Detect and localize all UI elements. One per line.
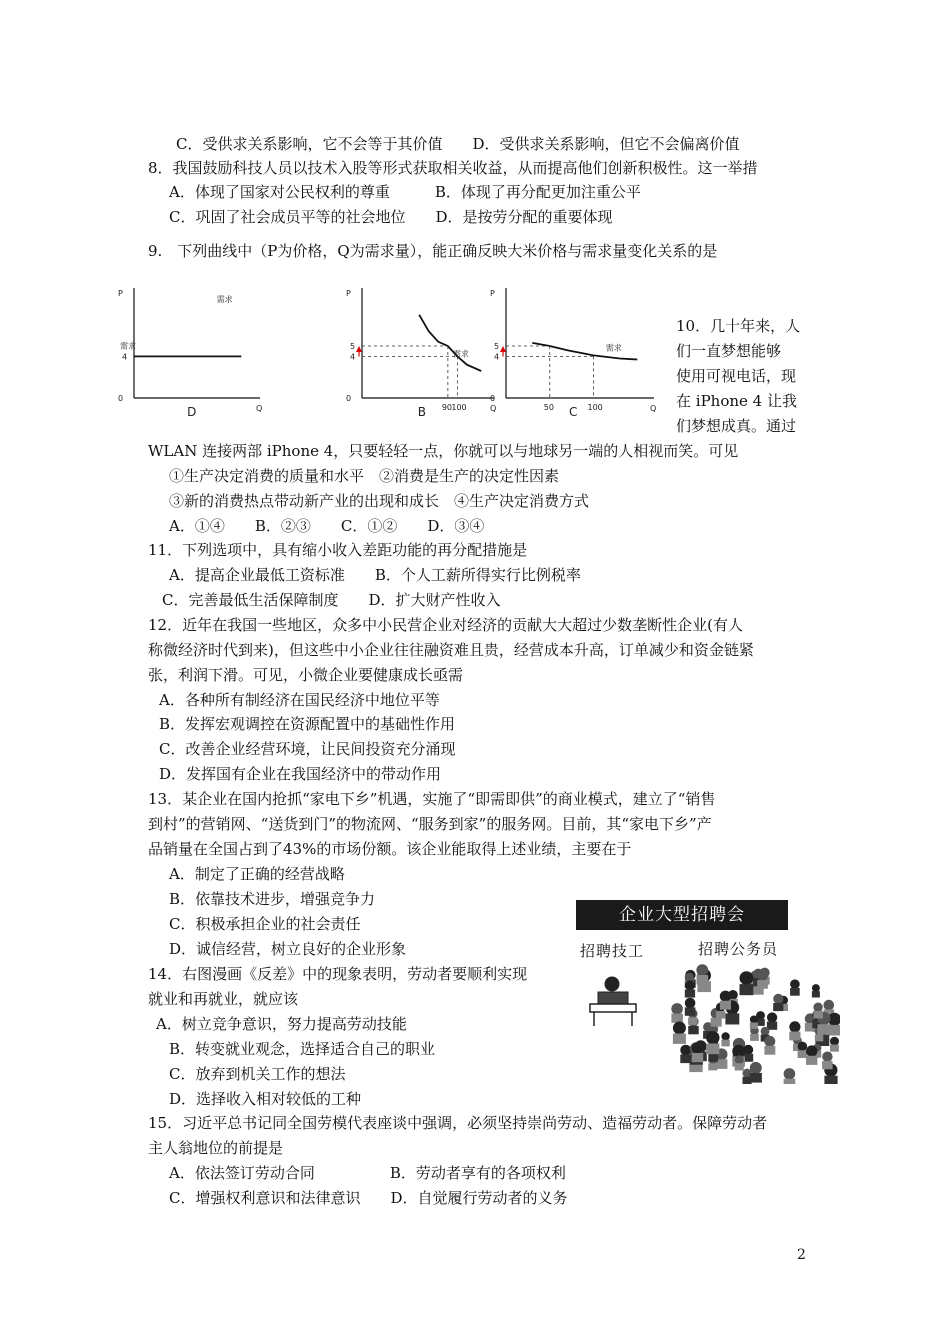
q10-stem-part4: 在 iPhone 4 让我	[676, 392, 797, 410]
crowd-person-body	[789, 1032, 800, 1041]
q8-option-cd: C．巩固了社会成员平等的社会地位 D．是按劳分配的重要体现	[169, 208, 613, 226]
x-tick-label: 50	[543, 403, 554, 412]
crowd-person-body	[822, 1061, 833, 1069]
q12-stem-line1: 12．近年在我国一些地区，众多中小民营企业对经济的贡献大大超过少数垄断性企业(有人	[148, 616, 743, 634]
crowd-person	[735, 1055, 744, 1064]
crowd-person-body	[815, 1035, 824, 1042]
chart-letter-label: B	[417, 405, 427, 419]
crowd-person	[761, 1027, 770, 1036]
page-number: 2	[797, 1247, 806, 1263]
crowd-person	[685, 980, 695, 990]
q14-stem-line1: 14．右图漫画《反差》中的现象表明，劳动者要顺利实现	[148, 965, 528, 983]
crowd-person	[767, 1012, 777, 1022]
x-tick-label: 100	[587, 403, 603, 412]
recruitment-cartoon	[576, 900, 840, 1084]
q15-stem-line2: 主人翁地位的前提是	[148, 1139, 284, 1157]
crowd-person	[757, 970, 768, 981]
q15-option-ab: A．依法签订劳动合同 B．劳动者享有的各项权利	[169, 1164, 566, 1182]
cartoon-label-civil-servant: 招聘公务员	[698, 940, 779, 958]
crowd-person	[685, 998, 696, 1009]
q10-options: A．①④ B．②③ C．①② D．③④	[169, 517, 485, 535]
crowd-person	[764, 1036, 775, 1047]
crowd-person-body	[790, 988, 800, 996]
extra-demand-label: 需求	[216, 295, 233, 304]
y-tick-label: 4	[494, 352, 500, 362]
crowd-person-body	[735, 1063, 744, 1070]
crowd-person-body	[716, 1011, 725, 1019]
q13-option-a: A．制定了正确的经营战略	[169, 865, 345, 883]
crowd-person	[830, 1037, 839, 1046]
crowd-person-body	[817, 1024, 830, 1035]
x-axis-label: Q	[650, 404, 657, 413]
y-tick-label: 4	[122, 352, 128, 362]
crowd-person-body	[806, 1056, 817, 1065]
crowd-person	[789, 1021, 800, 1032]
crowd-person	[806, 1045, 817, 1056]
crowd-person-body	[688, 1017, 697, 1025]
crowd-figures	[671, 964, 840, 1084]
q12-stem-line2: 称微经济时代到来)，但这些中小企业往往融资难且贵，经营成本升高，订单减少和资金链紧	[148, 641, 754, 659]
q8-option-ab: A．体现了国家对公民权利的尊重 B．体现了再分配更加注重公平	[169, 183, 641, 201]
q13-stem-line2: 到村”的营销网、“送货到门”的物流网、“服务到家”的服务网。目前，其“家电下乡”产	[148, 815, 712, 833]
origin-label: 0	[346, 394, 352, 403]
y-axis-label: P	[490, 289, 495, 298]
crowd-person-body	[750, 1034, 759, 1041]
cartoon-drawing	[576, 960, 840, 1084]
lone-recruiter-figure	[590, 977, 636, 1026]
q12-option-a: A．各种所有制经济在国民经济中地位平等	[159, 691, 440, 709]
crowd-person	[784, 1068, 796, 1080]
q11-stem: 11．下列选项中，具有缩小收入差距功能的再分配措施是	[148, 541, 528, 559]
crowd-person	[706, 1031, 719, 1044]
crowd-person-body	[757, 980, 768, 989]
q12-option-c: C．改善企业经营环境，让民间投资充分涌现	[159, 740, 456, 758]
q10-stem-part1: 10．几十年来，人	[676, 317, 801, 335]
crowd-person-body	[750, 1073, 762, 1083]
crowd-person	[720, 991, 731, 1002]
q14-option-d: D．选择收入相对较低的工种	[169, 1090, 362, 1108]
crowd-person	[813, 1003, 822, 1012]
x-axis-label: Q	[490, 404, 497, 413]
crowd-person	[812, 984, 820, 992]
demand-curve-label: 需求	[452, 349, 469, 359]
crowd-person-body	[711, 1018, 722, 1027]
q14-stem-line2: 就业和再就业，就应该	[148, 990, 299, 1008]
crowd-person	[773, 994, 783, 1004]
q13-option-b: B．依靠技术进步，增强竞争力	[169, 890, 376, 908]
crowd-person-body	[685, 1007, 696, 1016]
demand-chart-b	[268, 282, 497, 432]
chart-letter-label: D	[187, 405, 197, 419]
crowd-person-body	[692, 1053, 704, 1062]
crowd-person-body	[688, 1026, 699, 1034]
origin-label: 0	[490, 394, 496, 403]
crowd-person	[740, 971, 754, 985]
q13-stem-line1: 13．某企业在国内抢抓“家电下乡”机遇，实施了“即需即供”的商业模式，建立了“销售	[148, 790, 716, 808]
q12-option-d: D．发挥国有企业在我国经济中的带动作用	[159, 765, 442, 783]
q10-stem-part2: 们一直梦想能够	[676, 342, 782, 360]
crowd-person-body	[798, 1050, 808, 1058]
crowd-person-body	[813, 1011, 823, 1019]
y-tick-label: 5	[494, 342, 500, 351]
crowd-person	[671, 1003, 683, 1015]
q11-option-ab: A．提高企业最低工资标准 B．个人工薪所得实行比例税率	[169, 566, 581, 584]
crowd-person-body	[708, 1063, 717, 1070]
q12-option-b: B．发挥宏观调控在资源配置中的基础性作用	[159, 715, 456, 733]
crowd-person	[750, 1062, 762, 1074]
crowd-person-body	[708, 1054, 718, 1062]
crowd-person-body	[764, 1046, 775, 1055]
price-arrow-head	[500, 346, 506, 352]
crowd-person	[721, 1032, 729, 1040]
crowd-person-body	[740, 984, 754, 995]
crowd-person-body	[773, 1003, 783, 1011]
q15-option-cd: C．增强权利意识和法律意识 D．自觉履行劳动者的义务	[169, 1189, 568, 1207]
cartoon-title: 企业大型招聘会	[576, 900, 788, 930]
crowd-person	[673, 1022, 686, 1035]
q14-option-c: C．放弃到机关工作的想法	[169, 1065, 346, 1083]
q11-option-cd: C．完善最低生活保障制度 D．扩大财产性收入	[162, 591, 501, 609]
q10-statements-12: ①生产决定消费的质量和水平 ②消费是生产的决定性因素	[169, 467, 560, 485]
crowd-person	[798, 1042, 808, 1052]
q10-statements-34: ③新的消费热点带动新产业的出现和成长 ④生产决定消费方式	[169, 492, 590, 510]
demand-chart-d	[110, 282, 270, 432]
crowd-person-body	[721, 1040, 729, 1047]
q9-stem: 9. 下列曲线中（P为价格，Q为需求量），能正确反映大米价格与需求量变化关系的是	[148, 242, 718, 260]
crowd-person-body	[720, 1001, 731, 1010]
price-arrow-head	[356, 346, 362, 352]
x-axis-label: Q	[256, 404, 263, 413]
crowd-person-body	[671, 1014, 683, 1023]
crowd-person	[824, 1000, 835, 1011]
q13-option-c: C．积极承担企业的社会责任	[169, 915, 361, 933]
crowd-person-body	[697, 975, 709, 984]
x-tick-label: 100	[451, 403, 467, 412]
y-axis-label: P	[118, 289, 123, 298]
cartoon-label-technician: 招聘技工	[580, 942, 645, 960]
crowd-person	[822, 1052, 832, 1062]
origin-label: 0	[118, 394, 124, 403]
crowd-person	[696, 964, 708, 976]
q13-stem-line3: 品销量在全国占到了43%的市场份额。该企业能取得上述业绩，主要在于	[148, 840, 632, 858]
q15-stem-line1: 15．习近平总书记同全国劳模代表座谈中强调，必须坚持崇尚劳动、造福劳动者。保障劳动者	[148, 1114, 768, 1132]
demand-chart-c	[484, 282, 657, 432]
q10-stem-part6: WLAN 连接两部 iPhone 4，只要轻轻一点，你就可以与地球另一端的人相视而笑。可见	[148, 442, 739, 460]
crowd-person-body	[812, 991, 820, 997]
demand-curve	[419, 315, 481, 371]
x-tick-label: 90	[441, 403, 453, 412]
demand-curve-label: 需求	[605, 343, 622, 353]
q7-option-cd: C．受供求关系影响，它不会等于其价值 D．受供求关系影响，但它不会偏离价值	[176, 135, 740, 153]
crowd-person	[790, 979, 800, 989]
crowd-person-body	[706, 1044, 719, 1055]
chart-letter-label: C	[569, 405, 578, 419]
crowd-person-body	[784, 1079, 796, 1084]
q10-stem-part5: 们梦想成真。通过	[676, 417, 797, 435]
q14-option-a: A．树立竞争意识，努力提高劳动技能	[156, 1015, 407, 1033]
crowd-person-body	[725, 1013, 739, 1024]
y-axis-label: P	[346, 289, 351, 298]
crowd-person-body	[685, 989, 695, 997]
q10-stem-part3: 使用可视电话，现	[676, 367, 797, 385]
crowd-person-body	[824, 1076, 837, 1084]
q13-option-d: D．诚信经营，树立良好的企业形象	[169, 940, 407, 958]
crowd-person-body	[830, 1045, 839, 1052]
crowd-person-body	[750, 1023, 758, 1029]
y-tick-label: 5	[350, 342, 356, 351]
crowd-person	[680, 1045, 691, 1056]
q12-stem-line3: 张，利润下滑。可见，小微企业要健康成长亟需	[148, 666, 464, 684]
q14-option-b: B．转变就业观念，选择适合自己的职业	[169, 1040, 436, 1058]
q8-stem: 8．我国鼓励科技人员以技术入股等形式获取相关收益，从而提高他们创新积极性。这一举措	[148, 159, 758, 177]
crowd-person	[692, 1042, 704, 1054]
crowd-person-body	[673, 1034, 686, 1044]
crowd-person	[750, 1016, 758, 1024]
demand-curve-label: 需求	[120, 341, 136, 351]
crowd-person-body	[680, 1055, 691, 1064]
y-tick-label: 4	[350, 352, 356, 362]
